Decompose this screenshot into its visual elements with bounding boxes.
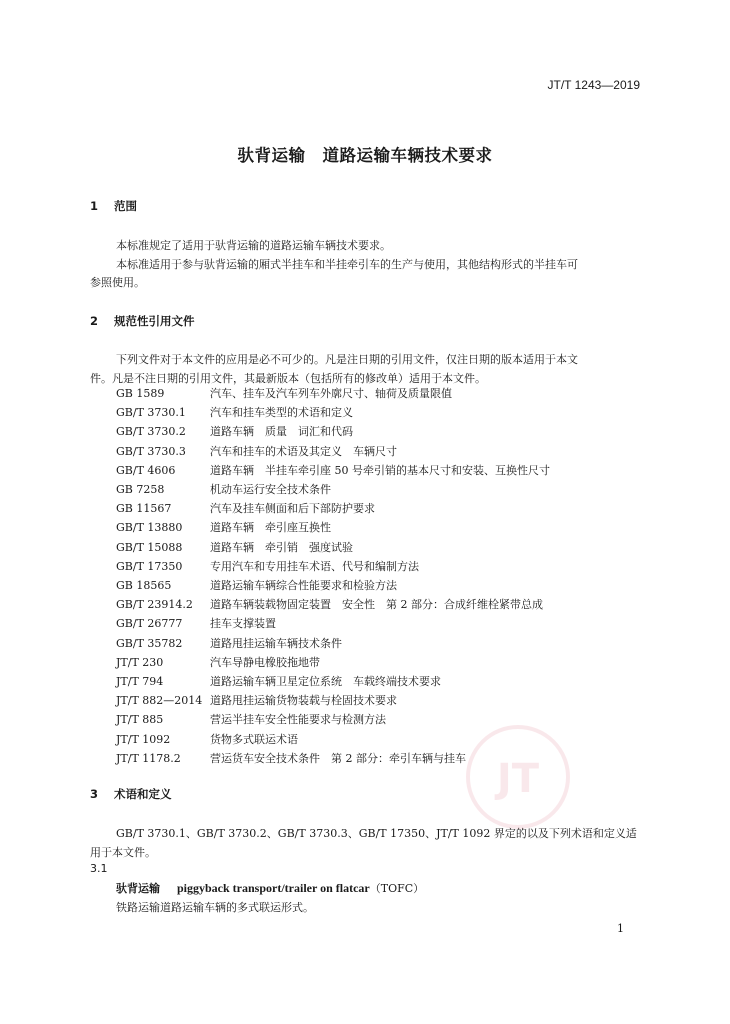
section-title: 规范性引用文件 bbox=[114, 314, 195, 328]
page-number: 1 bbox=[617, 922, 624, 935]
reference-title: 汽车和挂车类型的术语和定义 bbox=[210, 406, 353, 420]
reference-title: 道路甩挂运输货物装载与栓固技术要求 bbox=[210, 694, 397, 708]
reference-title: 道路车辆 牵引销 强度试验 bbox=[210, 540, 353, 554]
reference-title: 道路车辆 质量 词汇和代码 bbox=[210, 425, 353, 439]
reference-code: GB/T 3730.2 bbox=[116, 425, 186, 439]
reference-code: GB 18565 bbox=[116, 579, 172, 592]
terms-intro-1: GB/T 3730.1、GB/T 3730.2、GB/T 3730.3、GB/T 17350、JT/T 1092 界定的以及下列术语和定义适 bbox=[116, 827, 637, 840]
references-intro-2: 件。凡是不注日期的引用文件，其最新版本（包括所有的修改单）适用于本文件。 bbox=[90, 372, 486, 385]
seal-text: JT bbox=[496, 756, 540, 802]
reference-title: 道路车辆 牵引座互换性 bbox=[210, 521, 331, 535]
section-number: 1 bbox=[90, 199, 99, 213]
reference-code: GB/T 17350 bbox=[116, 559, 183, 573]
scope-paragraph-1: 本标准规定了适用于驮背运输的道路运输车辆技术要求。 bbox=[116, 239, 391, 252]
document-title: 驮背运输 道路运输车辆技术要求 bbox=[237, 146, 493, 165]
term-zh: 驮背运输 bbox=[116, 882, 160, 895]
reference-code: GB/T 35782 bbox=[116, 636, 183, 650]
reference-title: 道路运输车辆综合性能要求和检验方法 bbox=[210, 579, 397, 592]
reference-title: 汽车导静电橡胶拖地带 bbox=[210, 655, 320, 669]
term-abbr: （TOFC） bbox=[369, 882, 425, 895]
reference-code: GB/T 13880 bbox=[116, 521, 183, 535]
reference-code: JT/T 885 bbox=[116, 713, 164, 727]
section-number: 2 bbox=[90, 314, 99, 328]
reference-title: 道路甩挂运输车辆技术条件 bbox=[210, 636, 342, 650]
reference-code: GB/T 26777 bbox=[116, 617, 183, 631]
reference-code: GB 1589 bbox=[116, 387, 165, 400]
term-number: 3.1 bbox=[90, 862, 108, 875]
section-2-heading bbox=[90, 313, 195, 329]
reference-title: 汽车和挂车的术语及其定义 车辆尺寸 bbox=[210, 444, 397, 458]
section-number: 3 bbox=[90, 787, 99, 801]
reference-title: 汽车及挂车侧面和后下部防护要求 bbox=[210, 502, 375, 516]
reference-code: GB/T 3730.3 bbox=[116, 444, 186, 458]
section-1-heading bbox=[90, 198, 137, 214]
reference-title: 道路车辆 半挂车牵引座 50 号牵引销的基本尺寸和安装、互换性尺寸 bbox=[210, 463, 550, 477]
term-en: piggyback transport/trailer on flatcar bbox=[177, 881, 370, 895]
reference-code: GB/T 15088 bbox=[116, 540, 183, 554]
section-title: 术语和定义 bbox=[114, 787, 172, 801]
reference-title: 营运半挂车安全性能要求与检测方法 bbox=[210, 713, 386, 727]
reference-title: 营运货车安全技术条件 第 2 部分：牵引车辆与挂车 bbox=[210, 751, 466, 765]
scope-paragraph-2-cont: 参照使用。 bbox=[90, 276, 145, 289]
reference-code: GB/T 3730.1 bbox=[116, 406, 186, 420]
scope-paragraph-2: 本标准适用于参与驮背运输的厢式半挂车和半挂牵引车的生产与使用，其他结构形式的半挂车可 bbox=[116, 258, 578, 271]
reference-title: 机动车运行安全技术条件 bbox=[210, 483, 331, 496]
reference-title: 货物多式联运术语 bbox=[210, 732, 298, 746]
reference-code: JT/T 1178.2 bbox=[116, 751, 181, 765]
section-title: 范围 bbox=[114, 199, 138, 213]
term-definition: 铁路运输道路运输车辆的多式联运形式。 bbox=[116, 901, 314, 914]
references-intro-1: 下列文件对于本文件的应用是必不可少的。凡是注日期的引用文件，仅注日期的版本适用于本文 bbox=[116, 353, 578, 366]
reference-code: GB/T 23914.2 bbox=[116, 598, 193, 612]
standard-number: JT/T 1243—2019 bbox=[547, 78, 640, 92]
terms-intro-2: 用于本文件。 bbox=[90, 846, 156, 859]
reference-code: GB 11567 bbox=[116, 502, 172, 516]
jt-seal-watermark bbox=[463, 722, 573, 832]
reference-title: 专用汽车和专用挂车术语、代号和编制方法 bbox=[210, 559, 419, 573]
term-entry bbox=[116, 880, 424, 896]
reference-title: 汽车、挂车及汽车列车外廓尺寸、轴荷及质量限值 bbox=[210, 387, 452, 400]
reference-title: 道路车辆装载物固定装置 安全性 第 2 部分：合成纤维栓紧带总成 bbox=[210, 598, 543, 612]
section-3-heading bbox=[90, 786, 172, 802]
reference-code: GB 7258 bbox=[116, 483, 165, 496]
reference-code: JT/T 794 bbox=[116, 675, 164, 688]
reference-code: JT/T 230 bbox=[116, 655, 164, 669]
reference-title: 道路运输车辆卫星定位系统 车载终端技术要求 bbox=[210, 675, 441, 688]
reference-code: JT/T 882—2014 bbox=[116, 694, 203, 708]
reference-title: 挂车支撑装置 bbox=[210, 617, 276, 631]
reference-code: GB/T 4606 bbox=[116, 463, 176, 477]
reference-code: JT/T 1092 bbox=[116, 732, 171, 746]
